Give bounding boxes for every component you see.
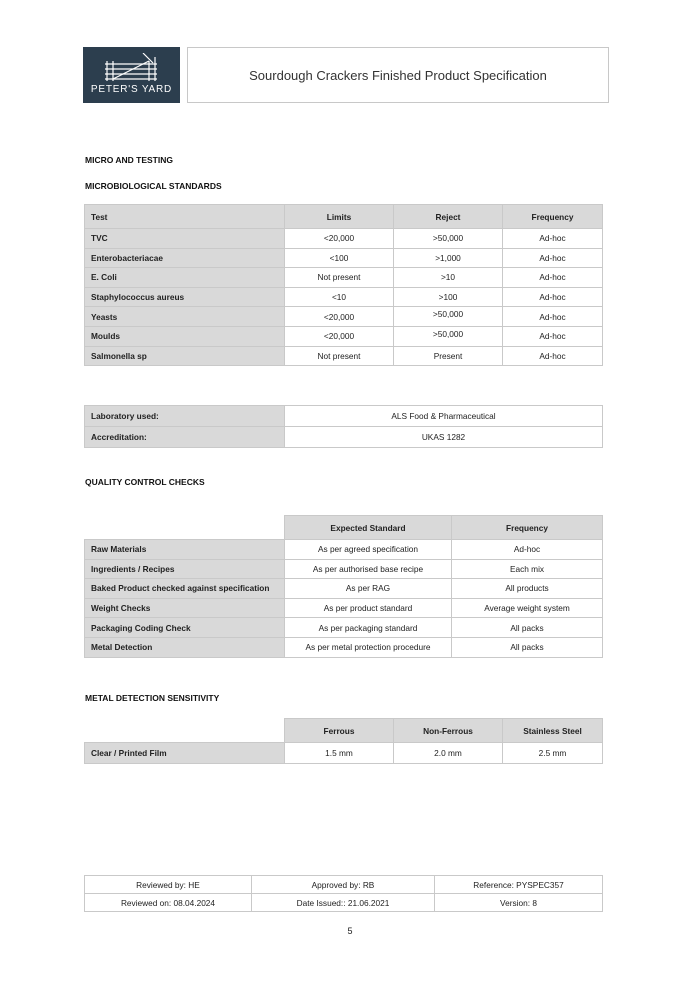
- footer-row: [85, 876, 603, 894]
- test-name: TVC: [85, 229, 285, 249]
- section-heading-micro: MICRO AND TESTING: [85, 155, 173, 165]
- frequency-value: All packs: [452, 618, 603, 638]
- approved-by: Approved by: RB: [252, 876, 435, 894]
- footer-row: [85, 894, 603, 912]
- reject-value: >100: [394, 287, 503, 307]
- frequency-value: Each mix: [452, 559, 603, 579]
- table-row: [85, 287, 603, 307]
- frequency-value: All products: [452, 579, 603, 599]
- frequency-value: Ad-hoc: [503, 229, 603, 249]
- test-name: Salmonella sp: [85, 346, 285, 366]
- column-header-limits: Limits: [285, 205, 394, 229]
- table-row: [85, 248, 603, 268]
- table-row: [85, 637, 603, 657]
- company-logo: [83, 47, 180, 103]
- table-row: [85, 618, 603, 638]
- page-number: 5: [347, 926, 353, 936]
- table-header-row: [85, 516, 603, 540]
- column-header-stainless-steel: Stainless Steel: [503, 719, 603, 743]
- section-heading-quality-control: QUALITY CONTROL CHECKS: [85, 477, 205, 487]
- column-header-test: Test: [85, 205, 285, 229]
- metal-detection-table: [84, 718, 603, 764]
- table-row: [85, 268, 603, 288]
- laboratory-table: [84, 405, 603, 448]
- check-name: Metal Detection: [85, 637, 285, 657]
- table-header-row: [85, 719, 603, 743]
- logo-text: PETER'S YARD: [90, 84, 173, 95]
- reviewed-on: Reviewed on: 08.04.2024: [85, 894, 252, 912]
- reject-value: >50,000: [394, 307, 503, 327]
- material-name: Clear / Printed Film: [85, 743, 285, 764]
- column-header-expected-standard: Expected Standard: [285, 516, 452, 540]
- reject-value: >10: [394, 268, 503, 288]
- table-row: [85, 346, 603, 366]
- document-title: Sourdough Crackers Finished Product Specification: [187, 47, 609, 103]
- limit-value: <100: [285, 248, 394, 268]
- table-row: [85, 559, 603, 579]
- microbiological-standards-table: [84, 204, 603, 366]
- laboratory-label: Laboratory used:: [85, 406, 285, 427]
- table-row: [85, 406, 603, 427]
- empty-header-cell: [85, 516, 285, 540]
- check-name: Weight Checks: [85, 598, 285, 618]
- section-heading-metal-detection: METAL DETECTION SENSITIVITY: [85, 693, 220, 703]
- expected-standard: As per packaging standard: [285, 618, 452, 638]
- test-name: Staphylococcus aureus: [85, 287, 285, 307]
- limit-value: Not present: [285, 346, 394, 366]
- frequency-value: Ad-hoc: [503, 268, 603, 288]
- document-control-footer: [84, 875, 603, 912]
- quality-control-table: [84, 515, 603, 658]
- expected-standard: As per metal protection procedure: [285, 637, 452, 657]
- limit-value: Not present: [285, 268, 394, 288]
- column-header-reject: Reject: [394, 205, 503, 229]
- table-row: [85, 326, 603, 346]
- accreditation-label: Accreditation:: [85, 427, 285, 448]
- column-header-ferrous: Ferrous: [285, 719, 394, 743]
- subheading-microbiological-standards: MICROBIOLOGICAL STANDARDS: [85, 181, 222, 191]
- table-header-row: [85, 205, 603, 229]
- limit-value: <20,000: [285, 307, 394, 327]
- check-name: Raw Materials: [85, 540, 285, 560]
- reference: Reference: PYSPEC357: [435, 876, 603, 894]
- table-row: [85, 743, 603, 764]
- laboratory-value: ALS Food & Pharmaceutical: [285, 406, 603, 427]
- ferrous-value: 1.5 mm: [285, 743, 394, 764]
- version: Version: 8: [435, 894, 603, 912]
- expected-standard: As per agreed specification: [285, 540, 452, 560]
- table-row: [85, 307, 603, 327]
- check-name: Baked Product checked against specification: [85, 579, 285, 599]
- test-name: E. Coli: [85, 268, 285, 288]
- limit-value: <20,000: [285, 326, 394, 346]
- frequency-value: Ad-hoc: [503, 346, 603, 366]
- frequency-value: Ad-hoc: [503, 287, 603, 307]
- reject-value: >1,000: [394, 248, 503, 268]
- frequency-value: All packs: [452, 637, 603, 657]
- frequency-value: Ad-hoc: [503, 307, 603, 327]
- column-header-frequency: Frequency: [503, 205, 603, 229]
- frequency-value: Ad-hoc: [503, 326, 603, 346]
- non-ferrous-value: 2.0 mm: [394, 743, 503, 764]
- reject-value: >50,000: [394, 326, 503, 346]
- check-name: Packaging Coding Check: [85, 618, 285, 638]
- test-name: Yeasts: [85, 307, 285, 327]
- stainless-steel-value: 2.5 mm: [503, 743, 603, 764]
- frequency-value: Ad-hoc: [452, 540, 603, 560]
- expected-standard: As per product standard: [285, 598, 452, 618]
- column-header-non-ferrous: Non-Ferrous: [394, 719, 503, 743]
- column-header-frequency: Frequency: [452, 516, 603, 540]
- table-row: [85, 598, 603, 618]
- test-name: Moulds: [85, 326, 285, 346]
- reject-value: Present: [394, 346, 503, 366]
- expected-standard: As per RAG: [285, 579, 452, 599]
- limit-value: <10: [285, 287, 394, 307]
- expected-standard: As per authorised base recipe: [285, 559, 452, 579]
- gate-logo-icon: [105, 53, 157, 83]
- table-row: [85, 540, 603, 560]
- table-row: [85, 229, 603, 249]
- empty-header-cell: [85, 719, 285, 743]
- reject-value: >50,000: [394, 229, 503, 249]
- test-name: Enterobacteriacae: [85, 248, 285, 268]
- limit-value: <20,000: [285, 229, 394, 249]
- frequency-value: Average weight system: [452, 598, 603, 618]
- date-issued: Date Issued:: 21.06.2021: [252, 894, 435, 912]
- accreditation-value: UKAS 1282: [285, 427, 603, 448]
- table-row: [85, 579, 603, 599]
- check-name: Ingredients / Recipes: [85, 559, 285, 579]
- table-row: [85, 427, 603, 448]
- reviewed-by: Reviewed by: HE: [85, 876, 252, 894]
- frequency-value: Ad-hoc: [503, 248, 603, 268]
